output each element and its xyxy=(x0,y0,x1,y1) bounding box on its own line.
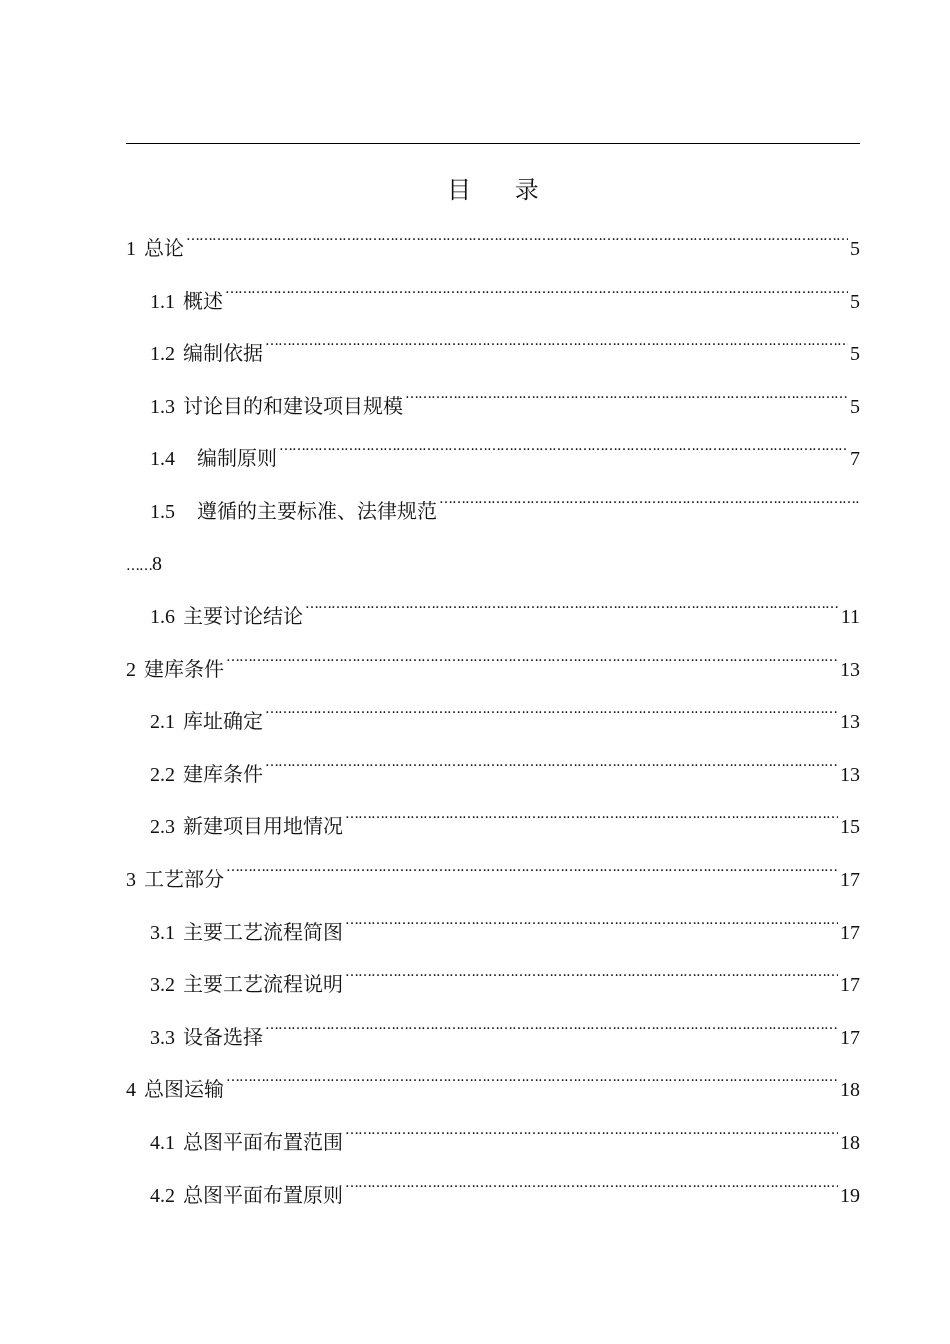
toc-entry-page: 5 xyxy=(850,290,860,313)
toc-entry-number: 4.1 xyxy=(150,1131,175,1154)
toc-entry-2-2[interactable] xyxy=(126,745,860,798)
toc-entry-number: 4 xyxy=(126,1079,136,1102)
toc-entry-2-1[interactable] xyxy=(126,692,860,745)
toc-entry-label: 主要工艺流程说明 xyxy=(183,972,343,997)
toc-entry-page: 17 xyxy=(840,868,860,891)
toc-entry-page: 7 xyxy=(850,448,860,471)
toc-entry-number: 2.3 xyxy=(150,816,175,839)
toc-entry-label: 建库条件 xyxy=(183,761,263,786)
dot-leader xyxy=(226,640,838,676)
toc-entry-page: 13 xyxy=(840,711,860,734)
toc-entry-label: 总图运输 xyxy=(144,1077,224,1102)
toc-entry-number: 3 xyxy=(126,868,136,891)
toc-entry-3[interactable] xyxy=(126,850,860,903)
toc-entry-page: 13 xyxy=(840,658,860,681)
toc-entry-page: 18 xyxy=(840,1131,860,1154)
toc-entry-1[interactable] xyxy=(126,219,860,272)
toc-entry-1-2[interactable] xyxy=(126,324,860,377)
toc-entry-3-2[interactable] xyxy=(126,955,860,1008)
toc-entry-number: 1.4 xyxy=(150,448,175,471)
toc-entry-number: 1.1 xyxy=(150,290,175,313)
toc-entry-label: 总图平面布置范围 xyxy=(183,1129,343,1154)
dot-leader xyxy=(439,482,860,518)
dot-leader xyxy=(405,377,848,413)
toc-entry-page: 5 xyxy=(850,238,860,260)
dot-leader xyxy=(345,1166,838,1202)
toc-entry-page: 5 xyxy=(850,395,860,418)
toc-entry-label: 主要工艺流程简图 xyxy=(183,919,343,944)
toc-entry-number: 3.1 xyxy=(150,921,175,944)
toc-entry-page: 17 xyxy=(840,921,860,944)
toc-list xyxy=(126,219,860,1218)
toc-entry-number: 2.2 xyxy=(150,763,175,786)
dot-leader xyxy=(279,429,848,465)
toc-entry-page: 11 xyxy=(840,605,860,628)
toc-entry-label: 库址确定 xyxy=(183,709,263,734)
toc-entry-number: 1.5 xyxy=(150,500,175,523)
dot-leader xyxy=(265,324,848,360)
toc-entry-number: 3.2 xyxy=(150,974,175,997)
toc-entry-number: 1.6 xyxy=(150,605,175,628)
dot-leader xyxy=(265,745,838,781)
toc-entry-1-3[interactable] xyxy=(126,377,860,430)
toc-entry-2-3[interactable] xyxy=(126,797,860,850)
dot-leader xyxy=(345,903,838,939)
dot-leader xyxy=(305,587,839,623)
toc-entry-label: 遵循的主要标准、法律规范 xyxy=(197,498,437,523)
toc-entry-1-4[interactable] xyxy=(126,429,860,482)
toc-entry-1-1[interactable] xyxy=(126,272,860,325)
dot-leader xyxy=(226,1060,838,1096)
toc-entry-page: 8 xyxy=(152,552,162,575)
toc-entry-1-6[interactable] xyxy=(126,587,860,640)
toc-entry-number: 1.2 xyxy=(150,343,175,366)
dot-leader xyxy=(225,272,848,308)
toc-entry-4-1[interactable] xyxy=(126,1113,860,1166)
dot-leader xyxy=(345,955,838,991)
toc-entry-4-2[interactable] xyxy=(126,1166,860,1219)
toc-entry-1-5[interactable] xyxy=(126,482,860,587)
toc-entry-number: 4.2 xyxy=(150,1184,175,1207)
dot-leader xyxy=(265,1008,838,1044)
toc-entry-page: 13 xyxy=(840,763,860,786)
toc-entry-label: 概述 xyxy=(183,288,223,313)
dot-leader xyxy=(345,797,838,833)
toc-entry-number: 3.3 xyxy=(150,1026,175,1049)
toc-entry-label: 总图平面布置原则 xyxy=(183,1182,343,1207)
dot-leader xyxy=(186,219,848,255)
dot-leader-continued: …… xyxy=(126,557,152,574)
toc-entry-label: 设备选择 xyxy=(183,1024,263,1049)
toc-entry-number: 1.3 xyxy=(150,395,175,418)
toc-entry-label: 编制原则 xyxy=(197,446,277,471)
toc-entry-page: 19 xyxy=(840,1184,860,1207)
dot-leader xyxy=(265,692,838,728)
toc-entry-number: 2.1 xyxy=(150,711,175,734)
header-rule xyxy=(126,143,860,144)
toc-entry-label: 建库条件 xyxy=(144,656,224,681)
toc-entry-page: 5 xyxy=(850,343,860,366)
toc-entry-page: 18 xyxy=(840,1079,860,1102)
toc-entry-label: 工艺部分 xyxy=(144,866,224,891)
toc-entry-3-3[interactable] xyxy=(126,1008,860,1061)
dot-leader xyxy=(345,1113,838,1149)
dot-leader xyxy=(226,850,838,886)
toc-entry-4[interactable] xyxy=(126,1060,860,1113)
toc-entry-label: 讨论目的和建设项目规模 xyxy=(183,393,403,418)
toc-entry-label: 总论 xyxy=(144,236,184,260)
toc-entry-number: 1 xyxy=(126,238,136,260)
toc-entry-label: 主要讨论结论 xyxy=(183,603,303,628)
toc-entry-page: 15 xyxy=(840,816,860,839)
toc-entry-page: 17 xyxy=(840,1026,860,1049)
toc-entry-page: 17 xyxy=(840,974,860,997)
toc-entry-3-1[interactable] xyxy=(126,903,860,956)
toc-entry-number: 2 xyxy=(126,658,136,681)
toc-title: 目 录 xyxy=(447,176,557,204)
toc-entry-label: 新建项目用地情况 xyxy=(183,814,343,839)
toc-entry-label: 编制依据 xyxy=(183,341,263,366)
toc-entry-2[interactable] xyxy=(126,640,860,693)
